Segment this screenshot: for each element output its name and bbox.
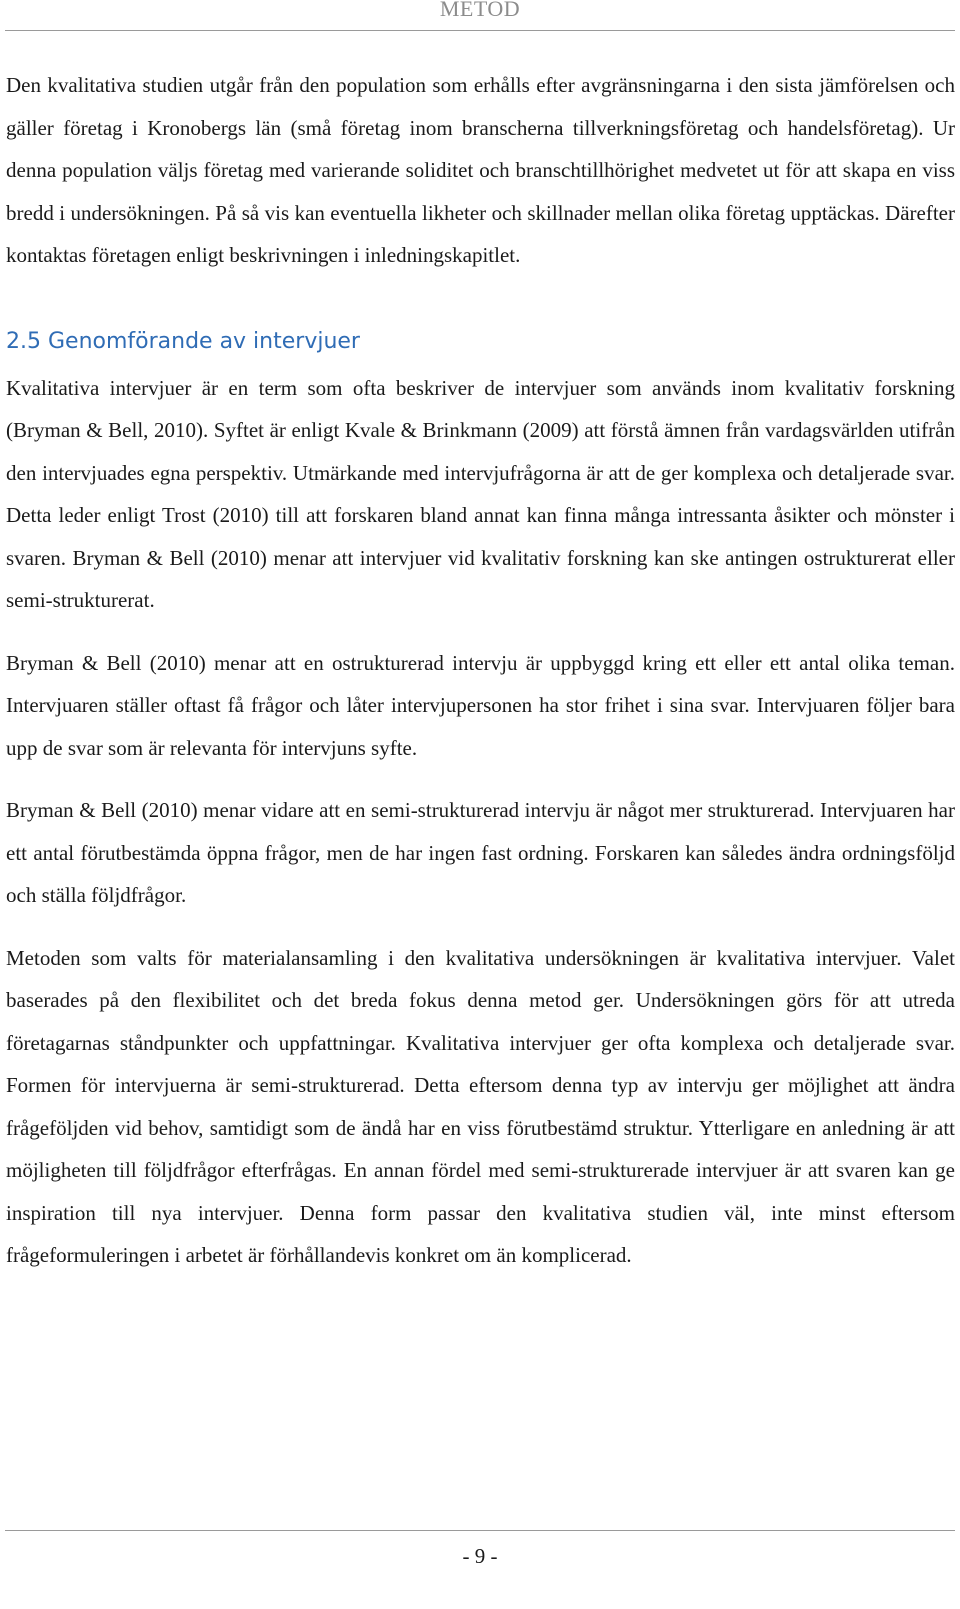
footer-divider [5, 1530, 955, 1531]
body-paragraph-2: Bryman & Bell (2010) menar att en ostrukturerad intervju är uppbyggd kring ett eller ett antal olika teman. Intervjuaren ställer oftast få frågor och låter intervjupersonen ha stor frihet i sina svar. Intervjuaren följer bara upp de svar som är relevanta för intervjuns syfte. [6, 650, 955, 760]
body-paragraph-3: Bryman & Bell (2010) menar vidare att en semi-strukturerad intervju är något mer strukturerad. Intervjuaren har ett antal förutbestämda öppna frågor, men de har ingen fast ordning. Forskaren kan således ändra ordningsföljd och ställa följdfrågor. [6, 798, 955, 907]
header-divider [5, 30, 955, 31]
section-heading: 2.5 Genomförande av intervjuer [6, 328, 360, 354]
body-paragraph-1: Kvalitativa intervjuer är en term som ofta beskriver de intervjuer som används inom kvalitativ forskning (Bryman & Bell, 2010). Syftet är enligt Kvale & Brinkmann (2009) att förstå ämnen från vardagsvärlden utifrån den intervjuades egna perspektiv. Utmärkande med intervjufrågorna är att de ger komplexa och detaljerade svar. Detta leder enligt Trost (2010) till att forskaren bland annat kan finna många intressanta åsikter och mönster i svaren. Bryman & Bell (2010) menar att intervjuer vid kvalitativ forskning kan ske antingen ostrukturerat eller semi-strukturerat. [6, 375, 955, 612]
running-header: METOD [439, 0, 521, 21]
page-body [6, 64, 955, 1277]
page-number: - 9 - [462, 1544, 498, 1568]
intro-paragraph: Den kvalitativa studien utgår från den population som erhålls efter avgränsningarna i den sista jämförelsen och gäller företag i Kronobergs län (små företag inom branscherna tillverkningsföretag och handelsföretag). Ur denna population väljs företag med varierande soliditet och branschtillhörighet medvetet ut för att skapa en viss bredd i undersökningen. På så vis kan eventuella likheter och skillnader mellan olika företag upptäckas. Därefter kontaktas företagen enligt beskrivningen i inledningskapitlet. [6, 73, 955, 267]
body-paragraph-4: Metoden som valts för materialansamling i den kvalitativa undersökningen är kvalitativa intervjuer. Valet baserades på den flexibilitet och det breda fokus denna metod ger. Undersökningen görs för att utreda företagarnas ståndpunkter och uppfattningar. Kvalitativa intervjuer ger ofta komplexa och detaljerade svar. Formen för intervjuerna är semi-strukturerad. Detta eftersom denna typ av intervju ger möjlighet att ändra frågeföljden vid behov, samtidigt som de ändå har en viss förutbestämd struktur. Ytterligare en anledning är att möjligheten till följdfrågor efterfrågas. En annan fördel med semi-strukturerade intervjuer är att svaren kan ge inspiration till nya intervjuer. Denna form passar den kvalitativa studien väl, inte minst eftersom frågeformuleringen i arbetet är förhållandevis konkret om än komplicerad. [6, 945, 955, 1267]
